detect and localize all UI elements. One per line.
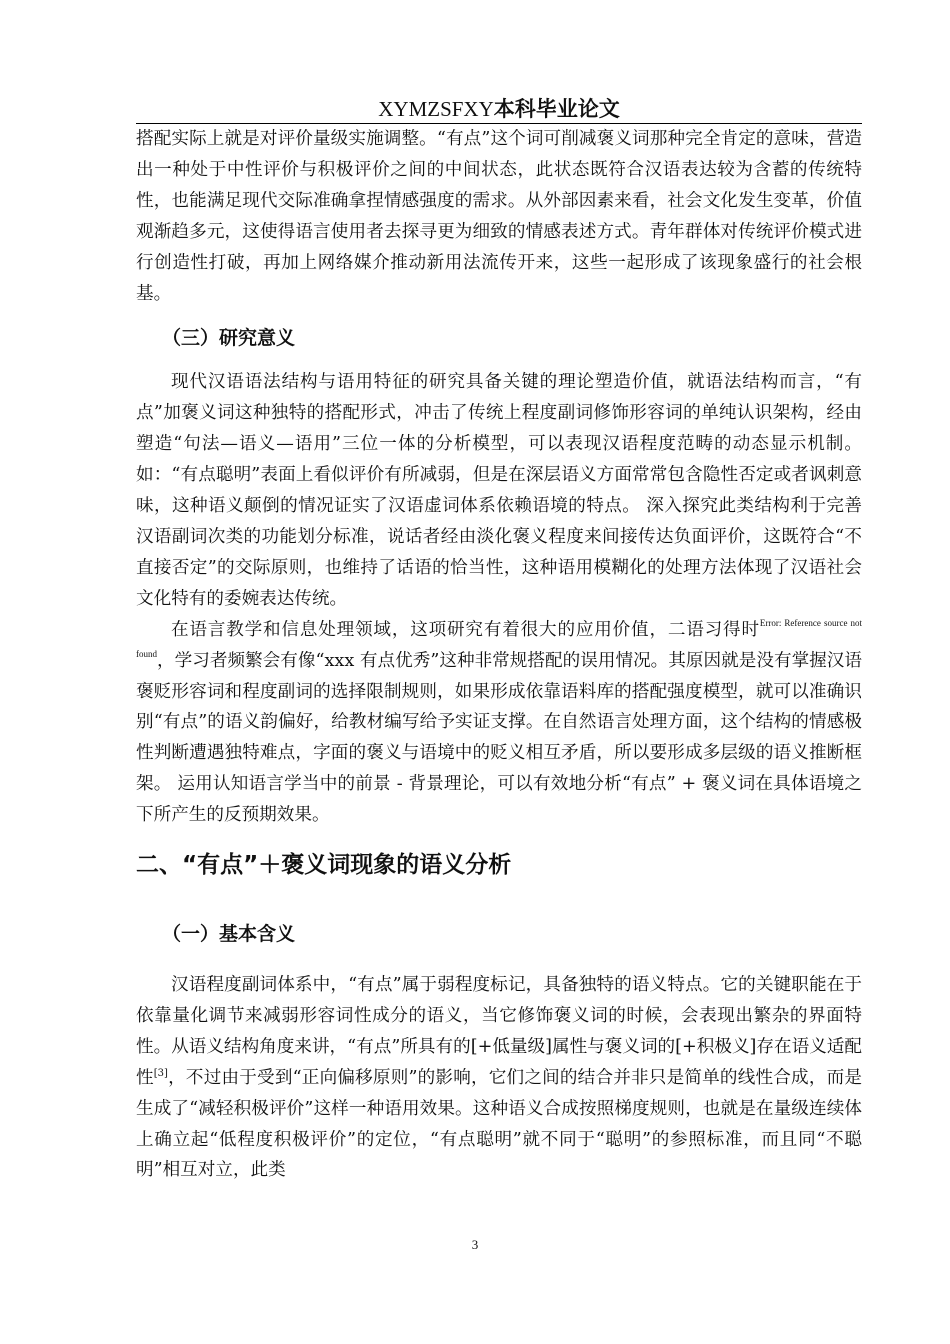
text-run: ，学习者频繁会有像“xxx 有点优秀”这种非常规搭配的误用情况。其原因就是没有掌握汉语褒贬形容词和程度副词的选择限制规则，如果形成依靠语料库的搭配强度模型，就可以准确识别“有点”的语义韵偏好，给教材编写给予实证支撑。在自然语言处理方面，这个结构的情感极性判断遭遇独特难点，字面的褒义与语境中的贬义相互矛盾，所以要形成多层级的语义推断框架。 运用认知语言学当中的前景 - 背景理论，可以有效地分析“有点” + 褒义词在具体语境之下所产生的反预期效果。 <box>136 650 862 826</box>
chapter-heading-semantic-analysis: 二、“有点”＋褒义词现象的语义分析 <box>136 852 512 879</box>
header-latin: XYMZSFXY <box>378 97 494 121</box>
paragraph-continued: 搭配实际上就是对评价量级实施调整。“有点”这个词可削减褒义词那种完全肯定的意味，营造出一种处于中性评价与积极评价之间的中间状态，此状态既符合汉语表达较为含蓄的传统特性，也能满足现代交际准确拿捏情感强度的需求。从外部因素来看，社会文化发生变革，价值观渐趋多元，这使得语言使用者去探寻更为细致的情感表述方式。青年群体对传统评价模式进行创造性打破，再加上网络媒介推动新用法流传开来，这些一起形成了该现象盛行的社会根基。 <box>136 129 862 304</box>
paragraph-basic-meaning <box>136 970 862 1186</box>
text-run: 汉语程度副词体系中，“有点”属于弱程度标记，具备独特的语义特点。它的关键职能在于依靠量化调节来减弱形容词性成分的语义，当它修饰褒义词的时候，会表现出繁杂的界面特性。从语义结构角度来讲，“有点”所具有的[+低量级]属性与褒义词的[+积极义]存在语义适配性 <box>136 975 862 1088</box>
section-heading-significance: （三）研究意义 <box>162 327 296 350</box>
paragraph-significance-1: 现代汉语语法结构与语用特征的研究具备关键的理论塑造价值，就语法结构而言，“有点”加褒义词这种独特的搭配形式，冲击了传统上程度副词修饰形容词的单纯认识架构，经由塑造“句法—语义—语用”三位一体的分析模型，可以表现汉语程度范畴的动态显示机制。如：“有点聪明”表面上看似评价有所减弱，但是在深层语义方面常常包含隐性否定或者讽刺意味，这种语义颠倒的情况证实了汉语虚词体系依赖语境的特点。 深入探究此类结构利于完善汉语副词次类的功能划分标准，说话者经由淡化褒义程度来间接传达负面评价，这既符合“不直接否定”的交际原则，也维持了话语的恰当性，这种语用模糊化的处理方法体现了汉语社会文化特有的委婉表达传统。 <box>136 372 862 609</box>
page-number: 3 <box>471 1237 479 1252</box>
page-body <box>136 124 862 1186</box>
reference-error: Error: Reference source not found <box>136 617 862 659</box>
header-title: 本科毕业论文 <box>493 97 620 121</box>
citation: [3] <box>153 1067 168 1079</box>
paragraph-significance-2 <box>136 615 862 831</box>
section-heading-basic-meaning: （一）基本含义 <box>162 923 296 946</box>
text-run: 在语言教学和信息处理领域，这项研究有着很大的应用价值，二语习得时 <box>171 619 760 640</box>
running-header <box>136 95 862 124</box>
text-run: ，不过由于受到“正向偏移原则”的影响，它们之间的结合并非只是简单的线性合成，而是生成了“减轻积极评价”这样一种语用效果。这种语义合成按照梯度规则，也就是在量级连续体上确立起“低程度积极评价”的定位，“有点聪明”就不同于“聪明”的参照标准，而且同“不聪明”相互对立，此类 <box>136 1067 862 1181</box>
